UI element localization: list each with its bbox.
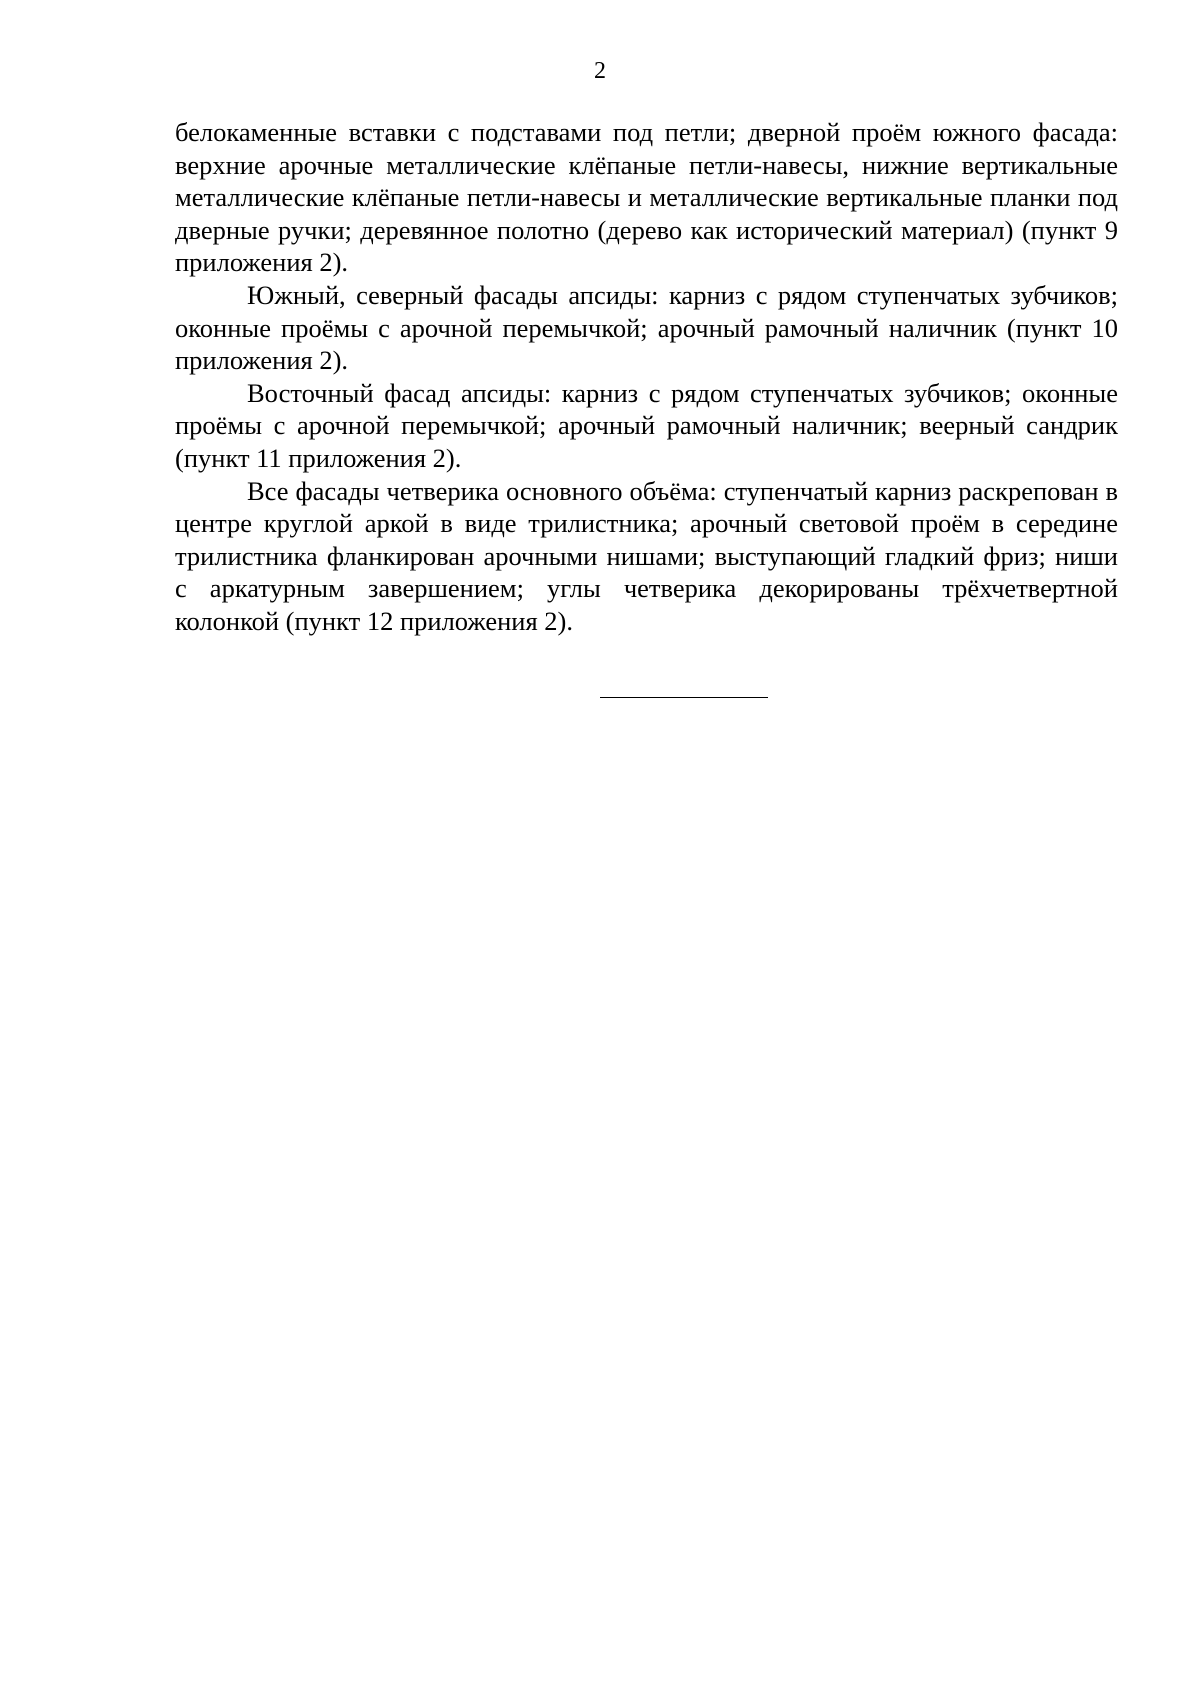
- paragraph-apse-south-north-facades: Южный, северный фасады апсиды: карниз с рядом ступенчатых зубчиков; оконные проёмы с арочной перемычкой; арочный рамочный наличник (пункт 10 приложения 2).: [175, 279, 1118, 376]
- paragraph-apse-east-facade: Восточный фасад апсиды: карниз с рядом ступенчатых зубчиков; оконные проёмы с арочной перемычкой; арочный рамочный наличник; веерный сандрик (пункт 11 приложения 2).: [175, 377, 1118, 473]
- end-of-document-rule: [600, 697, 768, 698]
- paragraph-continuation: белокаменные вставки с подставами под петли; дверной проём южного фасада: верхние арочные металлические клёпаные петли-навесы, нижние вертикальные металлические клёпаные петли-навесы и металлические вертикальные планки под дверные ручки; деревянное полотно (дерево как исторический материал) (пункт 9 приложения 2).: [175, 117, 1118, 278]
- document-body: [175, 116, 1118, 638]
- paragraph-main-volume-facades: Все фасады четверика основного объёма: ступенчатый карниз раскрепован в центре круглой аркой в виде трилистника; арочный световой проём в середине трилистника фланкирован арочными нишами; выступающий гладкий фриз; ниши с аркатурным завершением; углы четверика декорированы трёхчетвертной колонкой (пункт 12 приложения 2).: [175, 475, 1118, 636]
- page-number: 2: [594, 58, 606, 84]
